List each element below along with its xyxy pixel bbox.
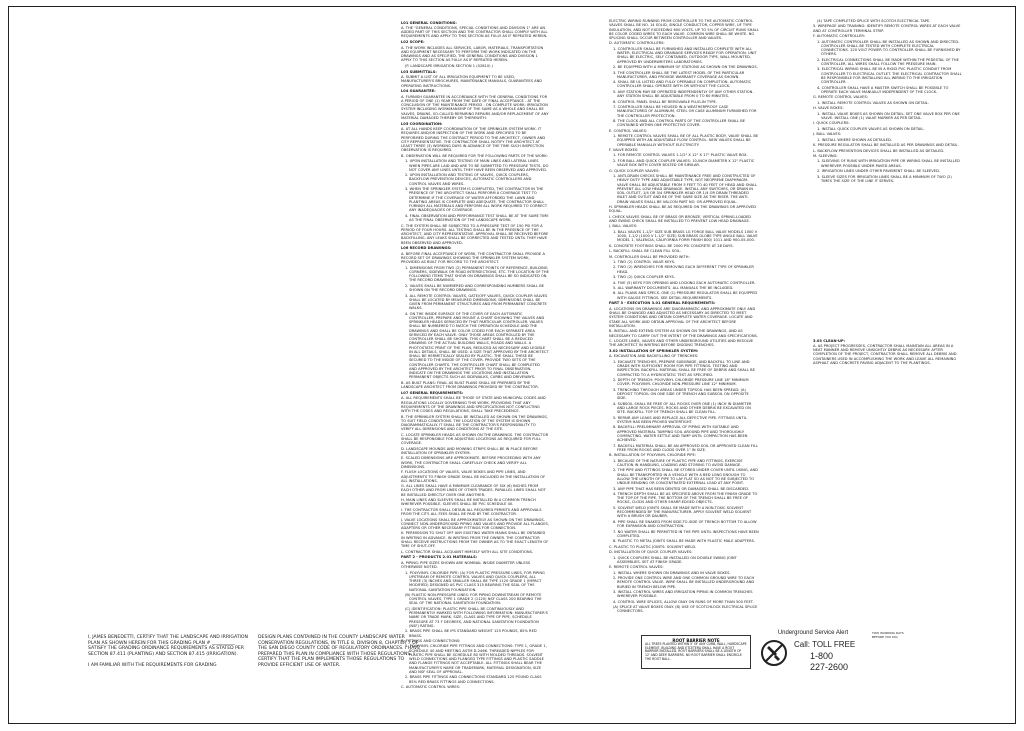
- spec-paragraph: 4. SHALL BE UL LISTED AND FULLY OPERABLE ON COMPLETION. AUTOMATIC CONTROLLER SHALL OPERATE WITH OR WITHOUT THE CLOCK.: [613, 80, 752, 89]
- spec-paragraph: E. REMOTE CONTROL VALVES:: [609, 565, 664, 570]
- spec-paragraph: C. PLASTIC TO PLASTIC JOINTS: SOLVENT WELD.: [609, 544, 697, 549]
- spec-paragraph: M. CONTROLLER SHALL BE PROVIDED WITH:: [609, 254, 690, 259]
- spec-paragraph: 1. DIMENSIONS FROM TWO (2) PERMANENT POINTS OF REFERENCE, BUILDING CORNERS, SIDEWALK OR ROAD INTERSECTIONS, ETC. THE LOCATION OF THE FOLLOWING ITEMS THAT SHOW ON DRAWINGS SHALL BE SO INDICATED ON THE RECORD DRAWINGS.: [405, 265, 549, 283]
- spec-paragraph: 6. ALL PLANS AND SPECS. ONE (1) PRESSURE REGULATOR SHALL BE EQUIPPED WITH GAUGE FITTINGS. SEE DETAIL REQUIREMENTS.: [613, 291, 758, 300]
- root-barrier-title: ROOT BARRIER NOTE: [672, 638, 720, 643]
- spec-paragraph: B. INSTALL AND EXTEND SYSTEM AS SHOWN ON THE DRAWINGS, AND AS NECESSARY TO CARRY OUT THE INTENT OF THE DRAWINGS AND SPECIFICATIONS.: [609, 329, 758, 338]
- spec-paragraph: 3. ALL REMOTE CONTROL VALVES, GATE/OFF VALVES, QUICK COUPLER VALVES SHALL BE LOCATED BY MEASURED DIMENSIONS. DIMENSIONS SHALL BE GIVEN FROM PERMANENT STRUCTURES AND FROM PERMANENT CONCRETE WALKS.: [405, 293, 548, 311]
- spec-paragraph: 2. FOR BALL AND QUICK COUPLER VALVES: 10-INCH DIAMETER X 12" PLASTIC VALVE BOX WITH COVER BOLTED OR SIMILAR.: [613, 158, 755, 168]
- spec-paragraph: 2. ELECTRICAL CONNECTIONS SHALL BE MADE WITHIN THE PEDESTAL OF THE CONTROLLER. ALL WIRES SHALL FOLLOW THE PRESSURE MAIN.: [817, 57, 959, 66]
- spec-paragraph: A. THE WORK INCLUDES ALL SERVICES, LABOR, MATERIALS, TRANSPORTATION AND EQUIPMENT NECESSARY TO PERFORM THE WORK INDICATED ON THE DRAWINGS AND AS SPECIFIED. THE GENERAL CONDITIONS AND DIVISION 1 APPLY TO THIS SECTION AS FULLY AS IF REPEATED HEREIN.: [401, 45, 544, 63]
- spec-paragraph: D. LANDSCAPE MOUNDS AND MOWING STRIPS SHALL BE IN PLACE BEFORE INSTALLATION OF SPRINKLER SYSTEM.: [401, 446, 538, 455]
- spec-paragraph: K. PERMISSION TO SHUT OFF ANY EXISTING WATER MAINS SHALL BE OBTAINED IN WRITING IN ADVANCE. IN WRITING FROM THE OWNER. THE CONTRACTOR SHALL RECEIVE INSTRUCTIONS FROM THE OWNER AS TO THE EXACT LENGTH OF TIME OF SHUT-OFF.: [401, 531, 549, 549]
- spec-paragraph: 7. BACKFILL MATERIAL SHALL BE AN APPROVED SOIL OR APPROVED CLEAN FILL FREE FROM ROCKS AND CLODS OVER 1" IN SIZE.: [613, 443, 758, 452]
- spec-paragraph: 7. CONTROLLER SHALL BE HOUSED IN A WEATHERPROOF CASE MANUFACTURED OF ALUMINUM, STEEL OR CASE ALUMINUM FURNISHED FOR THE CONTROLLER PROTECTION.: [613, 105, 757, 118]
- spec-paragraph: (A) SPLICE AT VALVE BOXES ONLY. (B) USE OF SCOTCHLOCK ELECTRICAL SPLICE CONNECTORS.: [613, 605, 758, 614]
- spec-paragraph: 3. SLEEVE SIZES FOR IRRIGATION LINES SHALL BE A MINIMUM OF TWO (2) TIMES THE SIZE OF THE LINE IT SERVES.: [817, 174, 952, 183]
- spec-paragraph: 2. PROVIDE ONE CONTROL WIRE AND ONE COMMON GROUND WIRE TO EACH REMOTE CONTROL VALVE. WIRE SHALL BE INSTALLED UNDERGROUND AND BURIED IN TRENCH BELOW PIPE.: [613, 576, 755, 589]
- spec-paragraph: I. QUICK COUPLERS:: [813, 121, 850, 126]
- spec-heading: L04 GUARANTEE:: [401, 89, 436, 94]
- spec-paragraph: 2. IRRIGATION LINES UNDER OTHER PAVEMENT SHALL BE SLEEVED.: [817, 169, 941, 174]
- spec-paragraph: 3. THE CONTROLLER SHALL BE THE LATEST MODEL OF THE PARTICULAR MANUFACTURER, AND PROVIDE WARRANTY COVERAGE AS SHOWN.: [613, 70, 745, 79]
- spec-paragraph: 1. INSTALL QUICK COUPLER VALVES AS SHOWN ON DETAIL.: [817, 126, 925, 131]
- spec-paragraph: I. THE CONTRACTOR SHALL OBTAIN ALL REQUIRED PERMITS AND APPROVALS FROM THE CITY. ALL FEES SHALL BE PAID BY THE CONTRACTOR.: [401, 507, 542, 517]
- spec-paragraph: B. FITTINGS AND CONNECTIONS:: [401, 639, 461, 643]
- spec-paragraph: D. AUTOMATIC CONTROLLERS:: [609, 41, 665, 46]
- spec-paragraph: C. AUTOMATIC CONTROL WIRES:: [401, 685, 461, 690]
- spec-heading: L06 RECORD DRAWINGS:: [401, 246, 452, 251]
- spec-paragraph: 2. BRASS PIPE SHALL BE IPS STANDARD WEIGHT 125 POUNDS, 85% RED BRASS.: [405, 629, 537, 638]
- spec-paragraph: 3. ANY PIPE THAT HAS BEEN DENTED OR DAMAGED SHALL BE DISCARDED.: [613, 486, 750, 491]
- spec-paragraph: J. BALL VALVES:: [609, 224, 638, 229]
- spec-paragraph: ELECTRIC WIRING RUNNING FROM CONTROLLER TO THE AUTOMATIC CONTROL VALVES SHALL BE NO. 14 SOLID, SINGLE CONDUCTOR, COPPER WIRE, UF TYPE INSULATION, AND NOT EXCEEDING 600 VOLTS. UP TO 5% OF CIRCUIT RUNS SHALL BE COLOR CODED WIRES TO EACH VALVE. COMMON WIRE SHALL BE WHITE. NO SPLICING SHALL OCCUR BETWEEN CONTROLLER AND VALVES.: [609, 19, 759, 40]
- spec-paragraph: H. MAIN LINES AND SLEEVES SHALL BE INSTALLED IN A COMMON TRENCH WHEREVER POSSIBLE, SLEEVES SHALL BE PVC SCHEDULE 40.: [401, 498, 536, 507]
- spec-heading: 3.03 CLEAN-UP:: [813, 338, 846, 343]
- spec-paragraph: 3. WHEN THE SPRINKLER SYSTEM IS COMPLETED, THE CONTRACTOR IN THE PRESENCE OF THE ARCHITECT SHALL PERFORM A COVERAGE TEST TO DETERMINE IF THE COVERAGE OF WATER AFFORDED THE LAWN AND PLANTING AREAS IS COMPLETE AND ADEQUATE. THE CONTRACTOR SHALL FURNISH ALL MATERIALS AND PERFORM ALL WORK REQUIRED TO CORRECT ANY INADEQUACIES OF COVERAGE.: [405, 187, 548, 213]
- spec-paragraph: 4. SUBSOIL SHALL BE FREE OF ALL ROCKS OVER ONE (1) INCH IN DIAMETER AND LARGE ROCK PIECES. ROCKS AND OTHER DEBRIS BE EXCAVATED ON SITE. BACKFILL TOP OF TRENCH SHALL BE CLEAN FILL.: [613, 401, 752, 415]
- underground-service-alert: [756, 630, 870, 680]
- spec-paragraph: A. FURNISH GUARANTEE IN ACCORDANCE WITH THE GENERAL CONDITIONS FOR A PERIOD OF ONE (1) YEAR FROM THE DATE OF FINAL ACCEPTANCE - AT THE CONCLUSION OF THE MAINTENANCE PERIOD - ON COMPLETE WORK: IRRIGATION SYSTEM INCLUDING WORKMANSHIP OF THE SAME AS A WHOLE AND SHALL BE VALVES, DRAINS, SO-CALLED REPAIRING REPAIRS AND/OR REPLACEMENT OF ANY MATERIAL DAMAGED THEREBY OR THEREWITH.: [401, 94, 549, 120]
- spec-paragraph: 1. INSTALL WHERE SHOWN ON DRAWINGS AND IN VALVE BOXES.: [613, 570, 731, 575]
- spec-paragraph: 5. ANY STATION MAY BE OPERATED INDEPENDENTLY OF ANY OTHER STATION. ANY STATION SHALL BE ADJUSTABLE FROM 0 TO 60 MINUTES.: [613, 89, 754, 99]
- spec-paragraph: (B) PLASTIC NON-PRESSURE LINES: FOR PIPING DOWNSTREAM OF REMOTE CONTROL VALVES, TYPE 1 GRADE 2 (1120) NSF CLASS 200 BEARING THE SEAL OF THE NATIONAL SANITATION FOUNDATION.: [405, 592, 542, 606]
- spec-paragraph: 1. QUICK COUPLERS SHALL BE INSTALLED ON DOUBLE SWING JOINT ASSEMBLIES. SET AT FINISH GRADE.: [613, 555, 737, 564]
- water-conservation-notice: DESIGN PLANS CONTAINED IN THE COUNTY LANDSCAPE WATER CONSERVATION REGULATIONS, IN TITLE 8, DIVISION 8, CHAPTER 7 OF THE SAN DIEGO COUNTY CODE OF REGULATORY ORDINANCES. I HAVE PREPARED THIS PLAN IN COMPLIANCE WITH THOSE REGULATIONS. I CERTIFY THAT THE PLAN IMPLEMENTS THOSE REGULATIONS TO PROVIDE EFFICIENT USE OF WATER.: [258, 635, 421, 668]
- spec-paragraph: 1. POLYVINYL CHLORIDE PIPE: (A) FOR PLASTIC PRESSURE LINES, FOR PIPING UPSTREAM OF REMOTE CONTROL VALVES AND QUICK COUPLERS, ALL THREE (3) INCHES AND SMALLER SHALL BE TYPE 1120 GRADE 1 (IMPACT MODIFIED) DESIGNED AS PVC CLASS 315 BEARING THE SEAL OF THE NATIONAL SANITATION FOUNDATION.: [405, 570, 545, 592]
- specs-column-1: [401, 19, 549, 690]
- specs-column-3: [813, 19, 963, 349]
- spec-heading: L02 SCOPE:: [401, 40, 425, 45]
- spec-heading: L07 GENERAL REQUIREMENTS:: [401, 390, 464, 395]
- spec-paragraph: L. BACKFLOW PREVENTION DEVICES SHALL BE INSTALLED AS DETAILED.: [813, 148, 945, 153]
- usa-side-note: TWO WORKING DAYS BEFORE YOU DIG: [872, 631, 904, 639]
- spec-paragraph: 5. SOLVENT WELD JOINTS SHALL BE MADE WITH A NON-TOXIC SOLVENT RECOMMENDED BY THE MANUFACTURER. APPLY SOLVENT WELD SOLVENT WITH A BRUSH OR DAUBER.: [613, 505, 752, 519]
- spec-paragraph: L. BACKFILL SHALL BE CLEAN FILL SOIL.: [609, 249, 682, 254]
- spec-paragraph: (4) TAPE COMPLETED SPLICE WITH SCOTCH ELECTRICAL TAPE.: [817, 19, 931, 23]
- spec-paragraph: 6. PIPE SHALL BE SNAKED FROM SIDE-TO-SIDE OF TRENCH BOTTOM TO ALLOW FOR EXPANSION AND CONTRACTION.: [613, 519, 757, 529]
- spec-paragraph: B. OBSERVATION WILL BE REQUIRED FOR THE FOLLOWING PARTS OF THE WORK:: [401, 153, 548, 158]
- spec-paragraph: 3. ELECTRICAL WIRING SHALL BE IN A RIGID PVC PLASTIC CONDUIT FROM CONTROLLER TO ELECTRICAL OUTLET. THE ELECTRICAL CONTRACTOR SHALL BE RESPONSIBLE FOR INSTALLING ALL WIRING TO THE IRRIGATION CONTROLLER.: [817, 67, 962, 85]
- spec-paragraph: F. FLUSH LOCATIONS OF VALVES, VALVE BOXES AND PIPE LINES, AND ADJUSTMENTS TO FINISH GRADE SHALL BE INCLUDED IN THE INSTALLATION OF ALL INSTALLATIONS.: [401, 470, 546, 483]
- certification-statement: [88, 635, 248, 669]
- spec-paragraph: G. QUICK COUPLER VALVES:: [609, 168, 660, 173]
- spec-paragraph: F. VALVE BOXES:: [609, 148, 639, 152]
- spec-paragraph: E. SCALED DIMENSIONS ARE APPROXIMATE. BEFORE PROCEEDING WITH ANY WORK, THE CONTRACTOR SHALL CAREFULLY CHECK AND VERIFY ALL DIMENSIONS.: [401, 456, 541, 469]
- spec-paragraph: 1. AUTOMATIC CONTROLLER SHALL BE INSTALLED AS SHOWN AND DIRECTED. CONTROLLER SHALL BE TESTED WITH COMPLETE ELECTRICAL CONNECTIONS. 120 VOLT POWER TO CONTROLLER SHALL BE FURNISHED BY OTHERS.: [817, 39, 961, 57]
- spec-paragraph: 1. INSTALL VALVE BOXES AS SHOWN ON DETAIL. SET ONE VALVE BOX PER ONE VALVE. INSTALL ONE (1) VALVE MARKER AS PER DETAIL.: [817, 111, 960, 120]
- spec-paragraph: 2. VALVES SHALL BE NUMBERED AND CORRESPONDING NUMBERS SHALL BE SHOWN ON THE RECORD DRAWINGS.: [405, 283, 545, 293]
- spec-paragraph: 1. INSTALL REMOTE CONTROL VALVES AS SHOWN ON DETAIL.: [817, 100, 929, 105]
- spec-paragraph: C. LOCATE SPRINKLER HEADS AS SHOWN ON THE DRAWINGS. THE CONTRACTOR SHALL BE RESPONSIBLE FOR ADJUSTING LOCATIONS AS REQUIRED FOR FULL COVERAGE.: [401, 432, 549, 446]
- spec-paragraph: 2. BE EQUIPPED WITH A MINIMUM OF STATIONS AS SHOWN ON THE DRAWINGS.: [613, 65, 758, 70]
- spec-paragraph: 5. REPAIR ANY LEAKS AND REPLACE ALL DEFECTIVE PIPE. FITTINGS UNTIL SYSTEM HAS BEEN PROVED WATERTIGHT.: [613, 415, 747, 424]
- usa-phone-part-2: 227-2600: [810, 662, 849, 672]
- spec-paragraph: 7. NO WATER SHALL BE PERMITTED IN THE PIPE UNTIL INSPECTIONS HAVE BEEN COMPLETED.: [613, 529, 759, 538]
- spec-paragraph: 1. UPON INSTALLATION AND TESTING OF MAIN LINES AND LATERAL LINES WHEN PIPES ARE LAID AND ARE TO BE SUBMITTED TO PRESSURE TESTS. DO NOT COVER ANY LINES UNTIL THEY HAVE BEEN OBSERVED AND APPROVED.: [405, 159, 549, 172]
- spec-paragraph: A. PIPING: PIPE SIZES SHOWN ARE NOMINAL INSIDE DIAMETER UNLESS OTHERWISE NOTED.: [401, 560, 531, 570]
- certification-subtext: I AM FAMILIAR WITH THE REQUIREMENTS FOR GRADING: [88, 663, 217, 669]
- spec-paragraph: 1. POLYVINYL CHLORIDE PIPE FITTINGS AND CONNECTIONS: TYPE 1, GRADE 1, SCHEDULE 40 AND MEETING ASTM D-2466. THREADED NIPPLES FOR PLASTIC PIPE SHALL BE SCHEDULE 80 WITH MOLDED THREADS. SOLVENT WELD CONNECTIONS AND FLANGED TYPE FITTINGS AND PLASTIC SADDLE AND FLANGE FITTINGS NOT ACCEPTABLE. ALL FITTINGS SHALL BEAR THE MANUFACTURER'S NAME OR TRADEMARK, MATERIAL DESIGNATION, SIZE AND NSF SEAL OF APPROVAL.: [405, 644, 547, 674]
- spec-paragraph: 2. THE PIPE AND FITTINGS SHALL BE STORED UNDER COVER UNTIL USING, AND SHALL BE TRANSPORTED IN A VEHICLE WITH A BED LONG ENOUGH TO ALLOW THE LENGTH OF PIPE TO LAY FLAT SO AS NOT TO BE SUBJECTED TO UNDUE BENDING OR CONCENTRATED EXTERNAL LOAD AT ANY POINT.: [613, 468, 758, 486]
- spec-paragraph: 4. CONTROLLER SHALL HAVE A MASTER SWITCH SHALL BE POSSIBLE TO OPERATE EACH VALVE MANUALLY INDEPENDENT OF THE CLOCK.: [817, 85, 949, 94]
- spec-paragraph: (P. LANDSCAPE IRRIGATION SECTION 1 (02810) ): [405, 63, 494, 68]
- spec-paragraph: I. CHECK VALVES SHALL BE OF BRASS OR BRONZE, VERTICAL SPRING-LOADED AND SWING CHECK SHALL BE INSTALLED TO PREVENT LOW HEAD DRAINAGE.: [609, 214, 752, 223]
- spec-paragraph: B. AS BUILT PLANS: FINAL AS BUILT PLANS SHALL BE PREPARED BY THE LANDSCAPE ARCHITECT FROM DRAWINGS PROVIDED BY THE CONTRACTOR.: [401, 380, 539, 390]
- spec-paragraph: 5. ALL WARRANTY DOCUMENTS. ALL MANUALS THE BE INCLUDED.: [613, 286, 734, 290]
- spec-paragraph: 1. EXCAVATE TRENCHES, PREPARE SUBGRADE, AND BACKFILL TO LINE AND GRADE WITH SUFFICIENT ROOM FOR PIPE FITTINGS. TESTING AND INSPECTION. BACKFILL MATERIAL SHALL BE FREE OF DEBRIS AND SHALL BE COMPACTED TO A HYDROSTATIC TEST AS SPECIFIED.: [613, 359, 755, 377]
- spec-heading: L03 SUBMITTALS:: [401, 69, 437, 74]
- certification-text: I, JAMES BENEDETTI, CERTIFY THAT THE LANDSCAPE AND IRRIGATION PLAN AS SHOWN HEREIN FOR THIS GRADING PLAN # __________ SATISFY THE GRADING ORDINANCE REQUIREMENTS AS STATED PER SECTION 87.411 (PLANTING) AND SECTION 87.415 (IRRIGATION).: [88, 635, 248, 657]
- spec-paragraph: 1. CONTROLLER SHALL BE FURNISHED AND INSTALLED COMPLETE WITH ALL WATER, ELECTRICAL AND DRAINAGE SERVICES READY FOR OPERATION. UNIT SHALL BE ELECTRIC, SELF CONTAINED, OUTDOOR TYPE, WALL MOUNTED, APPROVED BY UNDERWRITERS LABORATORIES.: [613, 46, 757, 64]
- spec-paragraph: 2. UPON INSTALLATION AND TESTING OF VALVES, QUICK COUPLERS, BACKFLOW PREVENTION DEVICES, AUTOMATIC CONTROLLERS AND CONTROL VALVES AND WIRES.: [405, 173, 532, 186]
- specs-cleanup-block: [813, 337, 963, 397]
- root-barrier-text: ALL TREES PLANTED WITHIN 5' OF ANY CURB, WALL, HARDSCAPE ELEMENT, BUILDING AND ETCETERA SHALL HAVE A ROOT BARRIER INSTALLED. ROOT BARRIERS SHALL BE A LENGTH OF 12' AND DEEP. BARRIERS. NO ROOT BARRIER SHALL ENCIRCLE THE ROOT BALL.: [645, 642, 747, 661]
- spec-paragraph: 1. FOR REMOTE CONTROL VALVES 1-1/2" X 12" X 17" PLASTIC VALVE BOX.: [613, 153, 748, 158]
- usa-phone-part-1: 1-800: [810, 651, 834, 661]
- spec-paragraph: B. THE SPRINKLER SYSTEM SHALL BE INSTALLED AS SHOWN ON THE DRAWINGS, TO SUIT FIELD CONDITIONS. THE LOCATION OF THE SYSTEM IS SHOWN DIAGRAMMATICALLY. IT SHALL BE THE CONTRACTOR'S RESPONSIBILITY TO VERIFY ALL DIMENSIONS AND CONDITIONS AT THE SITE.: [401, 414, 548, 432]
- spec-paragraph: H. SPRINKLER HEADS SHALL BE AS REQUIRED ON THE DRAWINGS OR APPROVED EQUAL.: [609, 204, 757, 214]
- spec-paragraph: 1. REMOTE CONTROL VALVES SHALL BE OF ALL PLASTIC BODY, VALVE SHALL BE EQUIPPED WITH AN ADJUSTABLE FLOW CONTROL. NEW VALVES SHALL BE OPERABLE MANUALLY WITHOUT ELECTRICITY.: [613, 134, 759, 147]
- spec-paragraph: B. INSTALLATION OF POLYVINYL CHLORIDE PIPE:: [609, 453, 697, 458]
- spec-paragraph: H. VALVE BOXES:: [813, 106, 844, 111]
- spec-paragraph: J. VALVE LOCATIONS SHALL BE APPROXIMATELY AS SHOWN ON THE DRAWINGS. CONNECT NON-UNDERGROUND PIPING AND VALVES AND PROVIDE ALL FLANGES, ADAPTERS OR OTHER NECESSARY FITTINGS FOR CONNECTION.: [401, 517, 549, 530]
- spec-paragraph: A. AS PROJECT PROGRESSES, CONTRACTOR SHALL MAINTAIN ALL AREAS IN A NEAT MANNER AND REMOVE UNSIGHTLY DEBRIS AS NECESSARY. AFTER COMPLETION OF THE PROJECT, CONTRACTOR SHALL REMOVE ALL DEBRIS AND CONTAINERS USED IN ACCOMPLISHING THE WORK AND LEAVE ALL REMAINING ASPHALT AND CONCRETE PAVING ADJACENT TO THE PLANTINGS.: [813, 343, 957, 365]
- spec-paragraph: 3. TRENCHING THROUGH AREAS UNDER TOPSOIL HAS BEEN SPREAD: (A) DEPOSIT TOPSOIL ON ONE SIDE OF TRENCH AND SUBSOIL ON OPPOSITE SIDE.: [613, 387, 749, 401]
- root-barrier-note: [641, 635, 751, 669]
- spec-paragraph: 4. ON THE INSIDE SURFACE OF THE COVER OF EACH AUTOMATIC CONTROLLER, PREPARE AND MOUNT A CHART SHOWING THE VALVES AND SPRINKLER HEADS SERVICED BY THAT PARTICULAR CONTROLLER. VALVES SHALL BE NUMBERED TO MATCH THE OPERATION SCHEDULE AND THE DRAWINGS AND SHALL BE COLOR CODED FOR EACH SEPARATE AREA SERVICED BY EACH VALVE. ONLY THOSE AREAS CONTROLLED BY THE CONTROLLER SHALL BE SHOWN. THIS CHART SHALL BE A REDUCED DRAWING OF THE ACTUAL BUILDING WALLS, ROADS AND WALLS. A PHOTOSTATIC PRINT OF THE PLAN, REDUCED AS NECESSARY AND LEGIBLE IN ALL DETAILS, SHALL BE USED. A SIZE THAT APPROVED BY THE ARCHITECT SHALL BE HERMETICALLY SEALED BY PLASTIC. THE SHALL THESE BE SECURED TO THE INSIDE OF THE COVER. PROVIDE TWO SETS OF THE CONTROLLER CHARTS. THE CONTROLLER CHART SHALL BE COMPLETED AND APPROVED BY THE ARCHITECT PRIOR TO FINAL OBSERVATION. INDICATE ON THE DRAWINGS THE LOCATIONS AND INSTALLATION PERMANENT OBJECTS SUCH AS SIDEWALKS, CURBS AND DRIVEWAYS.: [405, 311, 549, 380]
- spec-paragraph: L. CONTRACTOR SHALL ACQUAINT HIMSELF WITH ALL SITE CONDITIONS.: [401, 549, 534, 554]
- spec-paragraph: 1. INSTALL WHERE SHOWN AS DETAILED.: [817, 137, 892, 142]
- spec-paragraph: 2. BRASS PIPE FITTINGS AND CONNECTIONS STANDARD 125 POUND CLASS 85% RED BRASS FITTINGS AND CONNECTIONS.: [405, 675, 542, 684]
- spec-paragraph: 1. BALL VALVES 1-1/2" SIZE SUB BRASS LG FORGE BALL VALVE MODELS 1000 V 1000, 1-1/2 (1000 V 1-1/2" SIZE) SUB BRASS GLOBE TYPE ANGLE BALL VALVE MODEL 1, VALENCIA, CALIFORNIA FORM FINISH 800/ 1011 AND 900-05-000.: [613, 229, 758, 243]
- spec-paragraph: A. EXCAVATION AND BACKFILLING OF TRENCHES:: [609, 354, 699, 359]
- spec-paragraph: G. ALL LINES SHALL HAVE A MINIMUM CLEARANCE OF SIX (6) INCHES FROM EACH OTHER AND FROM LINES OF OTHER TRADES. PARALLEL LINES SHALL NOT BE INSTALLED DIRECTLY OVER ONE ANOTHER.: [401, 484, 546, 497]
- spec-paragraph: 8. PLASTIC TO METAL JOINTS SHALL BE MADE WITH PLASTIC MALE ADAPTERS.: [613, 539, 756, 544]
- spec-paragraph: J. BALL VALVES:: [813, 132, 842, 137]
- spec-paragraph: A. BEFORE FINAL ACCEPTANCE OF WORK, THE CONTRACTOR SHALL PROVIDE A RECORD SET OF DRAWINGS SHOWING THE SPRINKLER SYSTEM WORK, PROVIDED AS BUILT FOR RECORD TO THE ARCHITECT.: [401, 251, 545, 265]
- spec-paragraph: 4. FIVE (5) KEYS FOR OPENING AND LOCKING EACH AUTOMATIC CONTROLLER.: [613, 280, 756, 285]
- spec-paragraph: 2. DEPTH OF TRENCH: POLYVINYL CHLORIDE PRESSURE LINE 18" MINIMUM COVER. POLYVINYL CHLORIDE NON-PRESSURE LINE 12" MINIMUM.: [613, 378, 749, 387]
- spec-paragraph: F. AUTOMATIC CONTROLLER:: [813, 34, 865, 39]
- spec-paragraph: 2. TWO (2) WRENCHES FOR REMOVING EACH DIFFERENT TYPE OF SPRINKLER HEAD.: [613, 265, 754, 274]
- specs-column-2: [609, 19, 759, 614]
- spec-paragraph: 1. BECAUSE OF THE NATURE OF PLASTIC PIPE AND FITTINGS, EXERCISE CAUTION IN HANDLING, LOADING AND STORING TO AVOID DAMAGE.: [613, 458, 743, 467]
- spec-paragraph: 4. CONTROL WIRE SPLICES, ALLOW ONLY ON RUNS OF MORE THAN 500 FEET.: [613, 599, 754, 604]
- spec-paragraph: M. SLEEVING:: [813, 153, 838, 158]
- spec-paragraph: D. INSTALLATION OF QUICK COUPLER VALVES:: [609, 550, 693, 555]
- spec-paragraph: 1. SLEEVING OF RUNS WITH IRRIGATION PIPE OR WIRING SHALL BE INSTALLED WHEREVER POSSIBLE UNDER PAVED AREAS.: [817, 159, 960, 168]
- spec-heading: 3.02 INSTALLATION OF SPRINKLER SYSTEM:: [609, 349, 699, 353]
- spec-paragraph: (C) IDENTIFICATION: PLASTIC PIPE SHALL BE CONTINUOUSLY AND PERMANENTLY MARKED WITH FOLLOWING INFORMATION: MANUFACTURER'S NAME OR TRADE MARK, SIZE, CLASS AND TYPE OF PIPE, SCHEDULE PRESSURE AT 73 F DEGREES, AND NATIONAL SANITATION FOUNDATION (NSF) RATING.: [405, 606, 548, 628]
- spec-paragraph: 6. BACKFILL: PRELIMINARY APPROVAL OF PIPING WITH SUITABLE AND APPROVED MATERIAL TAMPING SOIL AROUND PIPE AND THOROUGHLY COMPACTING. WATER SETTLE AND TAMP UNTIL COMPACTION HAS BEEN ACHIEVED.: [613, 425, 748, 443]
- spec-paragraph: 8. THE CLOCK AND ALL CONTROL PARTS OF THE CONTROLLER SHALL BE CONTAINED WITHIN ONE PROTECTIVE COVER.: [613, 118, 746, 128]
- spec-paragraph: K. PRESSURE REGULATOR SHALL BE INSTALLED AS PER DRAWINGS AND DETAIL.: [813, 143, 959, 148]
- spec-paragraph: 4. FINAL OBSERVATION AND PERFORMANCE TEST SHALL BE AT THE SAME TIME AS THE FINAL OBSERVATION OF THE LANDSCAPE WORK.: [405, 213, 549, 223]
- spec-paragraph: A. AT ALL HANDS KEEP COORDINATION OF THE SPRINKLER SYSTEM WORK. IT REQUIRES AND/OR INSPECTION OF THE WORK AND SPECIFIED TO BE PERFORMED DURING THE CONTRACT PERIOD TO THE ARCHITECT, OWNER AND CITY REPRESENTATIVE. THE CONTRACTOR SHALL NOTIFY THE ARCHITECT AT LEAST THREE (3) WORKING DAYS IN ADVANCE OF THE TIME SUCH INSPECTION OBSERVATION IS REQUIRED.: [401, 127, 546, 153]
- spec-paragraph: C. THE SYSTEM SHALL BE SUBJECTED TO A PRESSURE TEST OF 150 PSI FOR A PERIOD OF FOUR HOURS. ALL TESTING SHALL BE IN THE PRESENCE OF THE ARCHITECT, AND CITY REPRESENTATIVE. APPROVAL SHALL BE RECEIVED BEFORE BACKFILLING. ANY LEAKS SHALL BE CORRECTED AND TESTED UNTIL THEY HAVE BEEN OBSERVED AND APPROVED.: [401, 223, 549, 245]
- spec-paragraph: A. LOCATIONS ON DRAWINGS ARE DIAGRAMMATIC AND APPROXIMATE ONLY AND SHALL BE CHANGED AND ADJUSTED AS NECESSARY AS DIRECTED TO MEET SYSTEM CONDITIONS AND OBTAIN COMPLETE WATER COVERAGE. LOCATE AND STAKE ALL WORK AND OBTAIN APPROVAL OF THE ARCHITECT BEFORE INSTALLATION.: [609, 306, 756, 328]
- spec-paragraph: A. SUBMIT A LIST OF ALL IRRIGATION EQUIPMENT TO BE USED, MANUFACTURER'S BROCHURES, MAINTENANCE MANUALS, GUARANTEES AND OPERATING INSTRUCTIONS.: [401, 75, 543, 88]
- spec-paragraph: 4. TRENCH DEPTH SHALL BE AS SPECIFIED ABOVE FROM THE FINISH GRADE TO THE TOP OF THE PIPE. THE BOTTOM OF THE TRENCH SHALL BE FREE OF ROCKS, CLODS AND OTHER SHARP-EDGED OBJECTS.: [613, 491, 758, 505]
- spec-paragraph: A. THE "GENERAL CONDITIONS, SPECIAL CONDITIONS AND DIVISION 1" ARE AN ADDED PART OF THIS SECTION AND THE CONTRACTOR SHALL COMPLY WITH ALL REQUIREMENTS AND APPLY TO THIS SECTION AS FULLY AS IF REPEATED HEREIN.: [401, 25, 548, 39]
- spec-paragraph: K. CONCRETE FOOTINGS SHALL BE 2000 PSI CONCRETE AT 28 DAYS.: [609, 243, 734, 248]
- spec-paragraph: G. REMOTE CONTROL VALVES:: [813, 95, 869, 100]
- spec-paragraph: 3. TWO (2) QUICK COUPLER KEYS.: [613, 275, 675, 280]
- spec-heading: L05 COORDINATION:: [401, 121, 443, 126]
- spec-heading: PART 2 - PRODUCTS 2.01 MATERIALS:: [401, 555, 478, 560]
- spec-paragraph: 5. WIREPAGE AND TRAINING: IDENTIFY REMOTE CONTROL WIRES AT EACH VALVE AND AT CONTROLLER TERMINAL STRIP.: [813, 24, 961, 33]
- no-digging-shovel-icon: [760, 639, 788, 667]
- spec-paragraph: 1. TWO (2) CONTROL VALVE KEYS.: [613, 260, 676, 264]
- usa-call-label: Call: TOLL FREE: [794, 640, 856, 649]
- spec-heading: L01 GENERAL CONDITIONS:: [401, 20, 457, 25]
- usa-title: Underground Service Alert: [777, 630, 849, 636]
- spec-paragraph: C. LOCATE LINES, VALVES AND OTHER UNDERGROUND UTILITIES AND RESOLVE THE ARCHITECT IN WRITING BEFORE DIGGING TRENCHES.: [609, 339, 754, 348]
- spec-paragraph: 6. CONTROL PANEL SHALL BE REMOVABLE PLUG-IN TYPE.: [613, 99, 717, 104]
- spec-paragraph: A. ALL REQUIREMENTS SHALL BE THOSE OF STATE AND MUNICIPAL CODES AND REGULATIONS LOCALLY GOVERNING THIS WORK, PROVIDING THAT ANY REQUIREMENTS OF THE DRAWINGS AND SPECIFICATIONS NOT CONFLICTING WITH THE CODES AND REGULATIONS, SHALL TAKE PRECEDENCE.: [401, 396, 546, 414]
- spec-paragraph: E. CONTROL VALVES:: [609, 128, 648, 133]
- spec-heading: PART 3 - EXECUTION 3.01 GENERAL REQUIREMENTS:: [609, 301, 716, 306]
- spec-paragraph: 3. INSTALL CONTROL WIRES AND IRRIGATION PIPING IN COMMON TRENCHES WHEREVER POSSIBLE.: [613, 590, 753, 599]
- spec-paragraph: 1. ANTI-DRAIN CHECKS SHALL BE MAINTENANCE FREE AND CONSTRUCTED OF HEAVY DUTY TYPE AND ADJUSTABLE TYPE, NOT NEOPRENE DIAPHRAGM. VALVE SHALL BE ADJUSTABLE FROM 5 FEET TO 40 FEET OF HEAD AND SHALL PREVENT ALL LOW HEAD DRAINAGE. INSTALL ANY SWITCHES, OR DRAIN IN SOIL OUTLET, 1/4 OR 3/4 SPRINKLER HEAD OR 1/4 OR DRAIN THREADED INLET AND OUTLET AND BE OF THE SAME SIZE AS THE RISER. THE ANTI-DRAIN VALVES SHALL BE VALCON PART NO. OR APPROVED EQUAL.: [613, 174, 758, 204]
- drawing-sheet: [8, 6, 1016, 724]
